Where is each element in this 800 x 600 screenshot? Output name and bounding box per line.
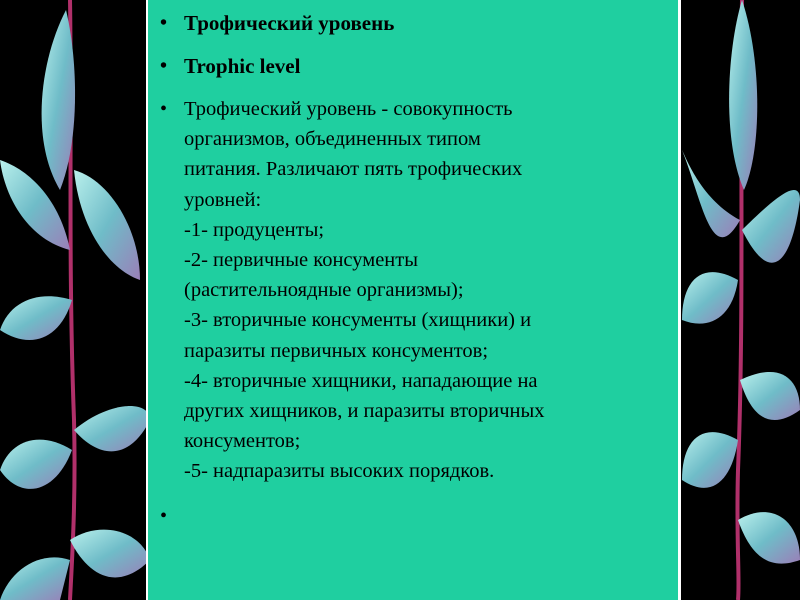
bullet-heading-en <box>158 51 668 81</box>
body-line: других хищников, и паразиты вторичных <box>184 400 545 423</box>
right-leaf-decoration <box>682 0 800 600</box>
leaf-branch-icon <box>0 0 150 600</box>
heading-ru-text: Трофический уровень <box>184 11 395 35</box>
body-line: консументов; <box>184 430 301 453</box>
bullet-empty <box>158 501 668 531</box>
right-divider <box>678 0 681 600</box>
heading-en-text: Trophic level <box>184 54 301 78</box>
bullet-definition <box>158 94 668 487</box>
body-line: -4- вторичные хищники, нападающие на <box>184 369 538 392</box>
body-line: -5- надпаразиты высоких порядков. <box>184 460 495 483</box>
body-line: Трофический уровень - совокупность <box>184 98 513 120</box>
body-line: уровней: <box>184 188 262 211</box>
body-line: -2- первичные консументы <box>184 249 418 272</box>
body-line: (растительноядные организмы); <box>184 279 464 302</box>
body-line: питания. Различают пять трофических <box>184 158 523 181</box>
bullet-icon: • <box>160 12 168 34</box>
leaf-branch-icon <box>682 0 800 600</box>
body-line: организмов, объединенных типом <box>184 128 481 151</box>
bullet-icon: • <box>160 504 168 527</box>
bullet-icon: • <box>160 98 168 120</box>
body-line: -3- вторичные консументы (хищники) и <box>184 309 532 332</box>
bullet-heading-ru <box>158 8 668 38</box>
slide-bullet-list <box>158 8 668 531</box>
body-line: паразиты первичных консументов; <box>184 339 489 362</box>
bullet-icon: • <box>160 55 168 77</box>
left-leaf-decoration <box>0 0 150 600</box>
body-line: -1- продуценты; <box>184 218 325 241</box>
